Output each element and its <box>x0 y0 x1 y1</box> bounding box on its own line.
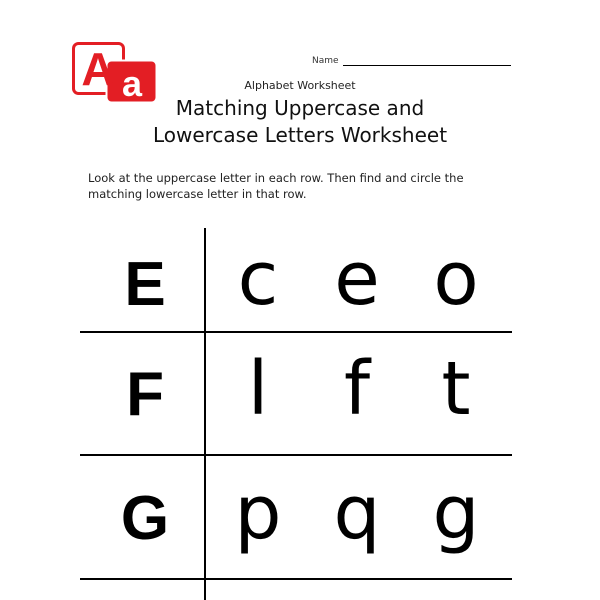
letter-row <box>0 340 600 450</box>
uppercase-letter: G <box>120 484 170 553</box>
uppercase-letter: E <box>124 250 166 319</box>
title-line-2: Lowercase Letters Worksheet <box>152 123 448 147</box>
logo-lowercase-letter: a <box>121 63 143 104</box>
lowercase-choice[interactable]: p <box>234 470 282 556</box>
uppercase-letter: F <box>126 360 164 429</box>
row-divider <box>80 578 512 580</box>
title-line-1: Matching Uppercase and <box>175 96 425 120</box>
instructions-line-2: matching lowercase letter in that row. <box>88 187 307 201</box>
worksheet-title <box>0 95 600 149</box>
lowercase-choice[interactable]: c <box>237 236 279 322</box>
name-field[interactable] <box>312 56 511 66</box>
lowercase-choice[interactable]: l <box>247 346 269 432</box>
name-line[interactable] <box>343 56 511 66</box>
lowercase-choice[interactable]: f <box>343 346 371 432</box>
lowercase-choice[interactable]: t <box>441 346 471 432</box>
name-label: Name <box>312 56 339 66</box>
instructions-line-1: Look at the uppercase letter in each row. Then find and circle the <box>88 171 464 185</box>
letter-row <box>0 464 600 574</box>
lowercase-choice[interactable]: q <box>333 470 381 556</box>
instructions <box>88 170 528 202</box>
letter-row <box>0 230 600 340</box>
logo-uppercase-letter: A <box>81 43 115 95</box>
lowercase-choice[interactable]: e <box>334 236 380 322</box>
lowercase-choice[interactable]: o <box>433 236 479 322</box>
lowercase-choice[interactable]: g <box>432 470 480 556</box>
worksheet-subtitle: Alphabet Worksheet <box>244 79 356 92</box>
row-divider <box>80 454 512 456</box>
